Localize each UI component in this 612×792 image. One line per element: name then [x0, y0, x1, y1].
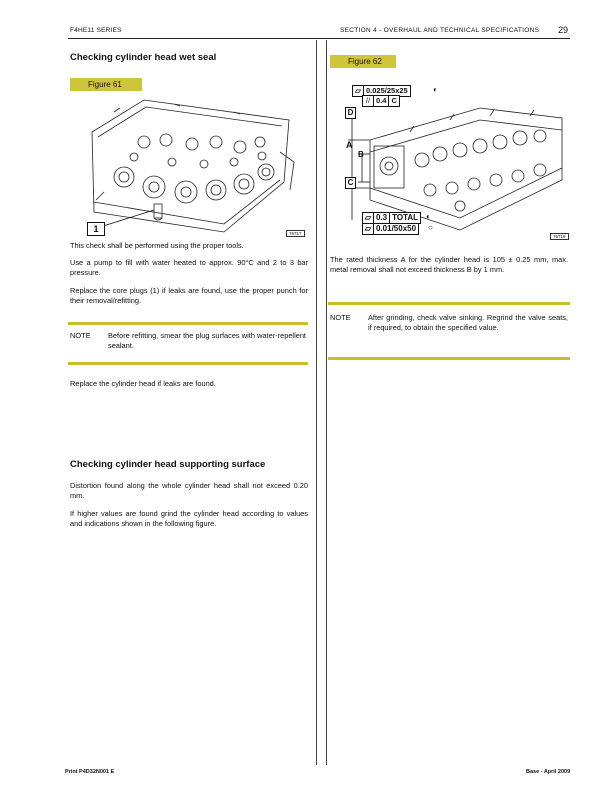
footer-base-date: Base - April 2009 — [526, 769, 571, 775]
flatness-icon: ⏥ — [353, 86, 364, 96]
circle-icon: ○ — [428, 223, 433, 232]
figure-61-cylinder-head-illustration — [84, 92, 306, 240]
tolerance-parallelism — [362, 95, 400, 107]
column-divider-right — [326, 40, 327, 765]
paragraph-distortion: Distortion found along the whole cylinder head shall not exceed 0.20 mm. — [70, 481, 308, 500]
tolerance-flatness-bottom — [362, 223, 419, 235]
tolerance-parallelism-datum: C — [391, 96, 397, 105]
datum-C-text: C — [347, 178, 354, 187]
flatness-icon-2: ⏥ — [363, 224, 374, 234]
tolerance-flatness-bottom-value: 0.01/50x50 — [376, 224, 417, 233]
note-bottom-bar — [68, 362, 308, 365]
series-header: F4HE11 SERIES — [70, 27, 122, 34]
column-divider-left — [316, 40, 317, 765]
note-right-bottom-bar — [328, 357, 570, 360]
section-title-wet-seal: Checking cylinder head wet seal — [70, 52, 217, 63]
tolerance-flatness-top-value: 0.025/25x25 — [366, 86, 408, 95]
note-label: NOTE — [70, 331, 91, 340]
parallelism-icon: // — [363, 96, 374, 106]
note-text: Before refitting, smear the plug surfaces with water-repellent sealant. — [108, 331, 306, 350]
runout-icon: ⏥ — [363, 213, 374, 223]
note-right-label: NOTE — [330, 313, 351, 322]
paragraph-tools: This check shall be performed using the proper tools. — [70, 241, 244, 250]
tolerance-parallelism-value: 0.4 — [374, 96, 389, 106]
page-number: 29 — [558, 25, 569, 35]
figure-61-code: 76717 — [286, 230, 305, 237]
note-right-top-bar — [328, 302, 570, 305]
half-circle-icon: ◐ — [433, 85, 438, 94]
figure-61-label: Figure 61 — [70, 78, 142, 91]
paragraph-higher-values: If higher values are found grind the cylinder head according to values and indications shown in the following figure. — [70, 509, 308, 528]
datum-D-text: D — [347, 108, 354, 117]
datum-D — [345, 107, 356, 119]
header-rule — [68, 38, 570, 39]
dimension-A: A — [346, 140, 353, 150]
paragraph-rated-thickness: The rated thickness A for the cylinder head is 105 ± 0.25 mm, max. metal removal shall not exceed thickness B by 1 mm. — [330, 255, 568, 274]
paragraph-pump: Use a pump to fill with water heated to approx. 90°C and 2 to 3 bar pressure. — [70, 258, 308, 277]
datum-C — [345, 177, 356, 189]
tolerance-total-label: TOTAL — [392, 213, 419, 222]
note-top-bar — [68, 322, 308, 325]
figure-62-code: 76718 — [550, 233, 569, 240]
paragraph-replace-head: Replace the cylinder head if leaks are found. — [70, 379, 216, 388]
section-header: SECTION 4 - OVERHAUL AND TECHNICAL SPECIFICATIONS — [340, 27, 540, 34]
callout-1 — [87, 222, 105, 236]
section-title-supporting-surface: Checking cylinder head supporting surface — [70, 459, 266, 470]
dimension-B: B — [358, 150, 364, 159]
note-right-text: After grinding, check valve sinking. Regrind the valve seats, if required, to obtain the specified value. — [368, 313, 568, 332]
tolerance-total-value: 0.3 — [374, 213, 390, 223]
footer-print-code: Print P4D32N001 E — [65, 769, 115, 775]
paragraph-core-plugs: Replace the core plugs (1) if leaks are found, use the proper punch for their removal/refitting. — [70, 286, 308, 305]
callout-1-text: 1 — [93, 224, 99, 234]
half-circle-icon-2: ◐ — [426, 212, 431, 221]
figure-62-label: Figure 62 — [330, 55, 396, 68]
